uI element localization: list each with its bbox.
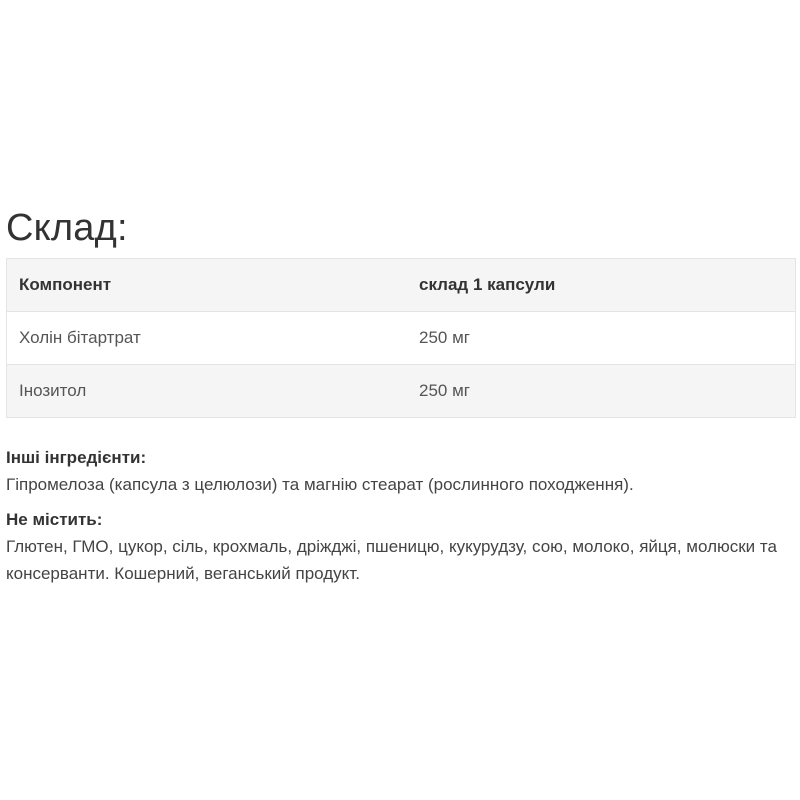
composition-section [6, 205, 796, 587]
table-row [7, 365, 796, 418]
ingredient-amount: 250 мг [407, 365, 796, 418]
column-header-amount: склад 1 капсули [407, 259, 796, 312]
other-ingredients-block [6, 444, 796, 498]
ingredient-name: Холін бітартрат [7, 312, 408, 365]
page-title: Склад: [6, 207, 128, 249]
ingredient-amount: 250 мг [407, 312, 796, 365]
composition-table [6, 258, 796, 418]
free-from-heading: Не містить: [6, 510, 103, 529]
table-row [7, 312, 796, 365]
free-from-text: Глютен, ГМО, цукор, сіль, крохмаль, дріжджі, пшеницю, кукурудзу, сою, молоко, яйця, молюски та консерванти. Кошерний, веганський продукт. [6, 537, 777, 583]
column-header-component: Компонент [7, 259, 408, 312]
other-ingredients-heading: Інші інгредієнти: [6, 448, 147, 467]
ingredient-name: Інозитол [7, 365, 408, 418]
table-header-row [7, 259, 796, 312]
other-ingredients-text: Гіпромелоза (капсула з целюлози) та магнію стеарат (рослинного походження). [6, 475, 634, 494]
free-from-block [6, 506, 796, 587]
